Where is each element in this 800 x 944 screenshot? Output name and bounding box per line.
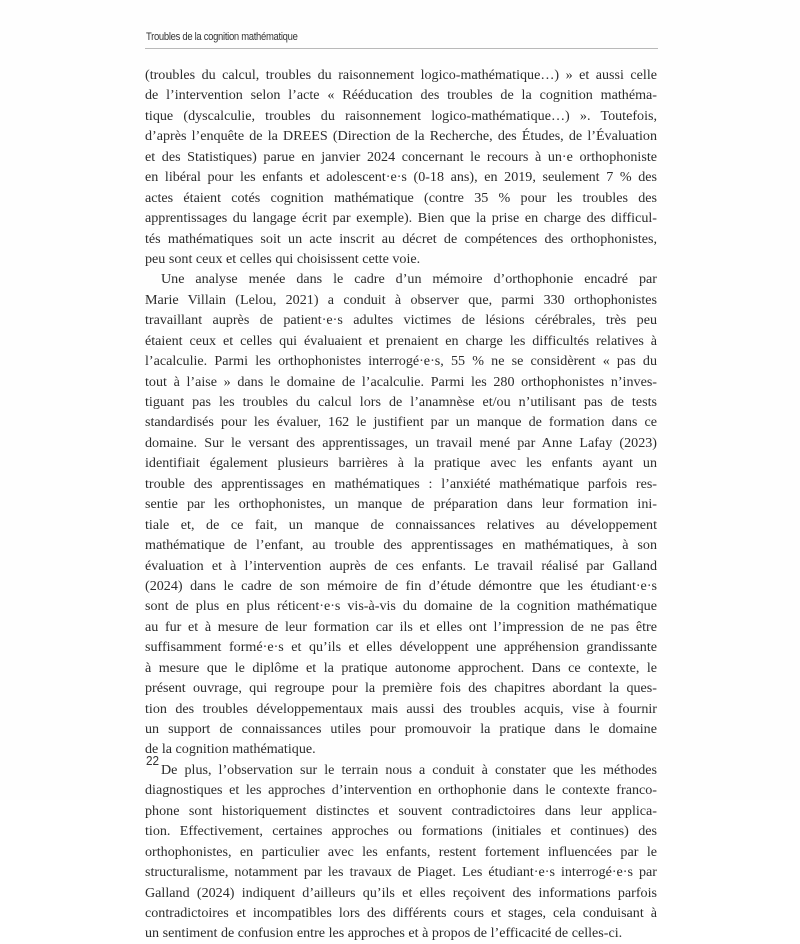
text-line: orthophonistes, en particulier avec les enfants, restent fortement influencées par le (145, 843, 657, 860)
paragraph (145, 760, 657, 944)
text-line: l’acalculie. Parmi les orthophonistes interrogé·e·s, 55 % ne se considèrent « pas du (145, 353, 657, 370)
text-line: sentie par les orthophonistes, un manque de préparation dans leur formation ini- (145, 496, 657, 513)
page-number: 22 (146, 753, 160, 768)
text-line: peu sont ceux et celles qui choisissent cette voie. (145, 250, 421, 267)
text-line: apprentissages du langage écrit par exemple). Bien que la prise en charge des difficul- (145, 210, 657, 227)
text-line: mathématique de l’enfant, au trouble des apprentissages en mathématiques, à son (145, 537, 657, 554)
text-line: un sentiment de confusion entre les approches et à propos de l’efficacité de celles-ci. (145, 925, 623, 942)
text-line: diagnostiques et les approches d’intervention en orthophonie dans le contexte franco- (145, 782, 657, 799)
text-line: à mesure que le diplôme et la pratique autonome approchent. Dans ce contexte, le (145, 659, 657, 676)
text-line: évaluation et à l’intervention auprès de ces enfants. Le travail réalisé par Galland (145, 557, 657, 574)
text-line: Marie Villain (Lelou, 2021) a conduit à observer que, parmi 330 orthophonistes (145, 291, 657, 308)
text-line: travaillant auprès de patient·e·s adultes victimes de lésions cérébrales, très peu (145, 312, 657, 329)
header-rule (145, 48, 658, 49)
text-line: suffisamment formé·e·s et qu’ils et elles développent une appréhension grandissante (145, 639, 657, 656)
text-line: Une analyse menée dans le cadre d’un mémoire d’orthophonie encadré par (161, 271, 657, 288)
text-line: actes étaient cotés cognition mathématique (contre 35 % pour les troubles des (145, 189, 657, 206)
text-line: et des Statistiques) parue en janvier 2024 concernant le recours à un·e orthophoniste (145, 148, 657, 165)
text-line: tiale et, de ce fait, un manque de connaissances relatives au développement (145, 516, 657, 533)
text-line: présent ouvrage, qui regroupe pour la première fois des chapitres abordant la ques- (145, 680, 657, 697)
text-line: en libéral pour les enfants et adolescent·e·s (0-18 ans), en 2019, seulement 7 % des (145, 169, 657, 186)
text-line: identifiait également plusieurs barrières à la pratique avec les enfants ayant un (145, 455, 657, 472)
text-line: contradictoires et incompatibles lors des différents cours et stages, cela conduisant à (145, 904, 657, 921)
text-line: tés mathématiques soit un acte inscrit au décret de compétences des orthophonistes, (145, 230, 657, 247)
text-line: étaient ceux et celles qui évaluaient et prenaient en charge les difficultés relatives à (145, 332, 657, 349)
text-line: trouble des apprentissages en mathématiques : l’anxiété mathématique parfois res- (145, 475, 657, 492)
paragraph (145, 65, 657, 269)
text-line: tion des troubles développementaux mais aussi des troubles acquis, vise à fournir (145, 700, 657, 717)
text-line: Galland (2024) indiquent d’ailleurs qu’ils et elles reçoivent des informations parfois (145, 884, 657, 901)
text-line: (troubles du calcul, troubles du raisonnement logico-mathématique…) » et aussi celle (145, 67, 657, 83)
text-line: un support de connaissances utiles pour promouvoir la pratique dans le domaine (145, 721, 657, 737)
text-line: tiguant pas les troubles du calcul lors de l’anamnèse et/ou n’utilisant pas de tests (145, 394, 657, 410)
text-line: tout à l’aise » dans le domaine de l’acalculie. Parmi les 280 orthophonistes n’inves- (145, 373, 657, 390)
text-line: sont de plus en plus réticent·e·s vis-à-vis du domaine de la cognition mathématique (145, 598, 657, 615)
text-line: standardisés pour les évaluer, 162 le justifient par un manque de formation dans ce (145, 414, 657, 431)
text-line: tique (dyscalculie, troubles du raisonnement logico-mathématique…) ». Toutefois, (145, 107, 657, 124)
running-head: Troubles de la cognition mathématique (146, 31, 298, 43)
text-line: tion. Effectivement, certaines approches ou formations (initiales et continues) des (145, 823, 657, 840)
text-line: au fur et à mesure de leur formation car ils et elles ont l’impression de ne pas être (145, 618, 657, 635)
text-line: d’après l’enquête de la DREES (Direction de la Recherche, des Études, de l’Évaluation (145, 128, 657, 145)
text-line: phone sont historiquement distinctes et souvent contradictoires dans leur applica- (145, 802, 657, 819)
paragraph (145, 269, 657, 760)
text-line: structuralisme, notamment par les travaux de Piaget. Les étudiant·e·s interrogé·e·s par (145, 864, 657, 881)
text-line: de la cognition mathématique. (145, 741, 316, 758)
text-line: (2024) dans le cadre de son mémoire de fin d’étude démontre que les étudiant·e·s (145, 577, 657, 594)
body-text (145, 65, 657, 944)
text-line: De plus, l’observation sur le terrain nous a conduit à constater que les méthodes (161, 761, 657, 778)
text-line: de l’intervention selon l’acte « Rééducation des troubles de la cognition mathéma- (145, 87, 657, 104)
text-line: domaine. Sur le versant des apprentissages, un travail mené par Anne Lafay (2023) (145, 434, 657, 451)
